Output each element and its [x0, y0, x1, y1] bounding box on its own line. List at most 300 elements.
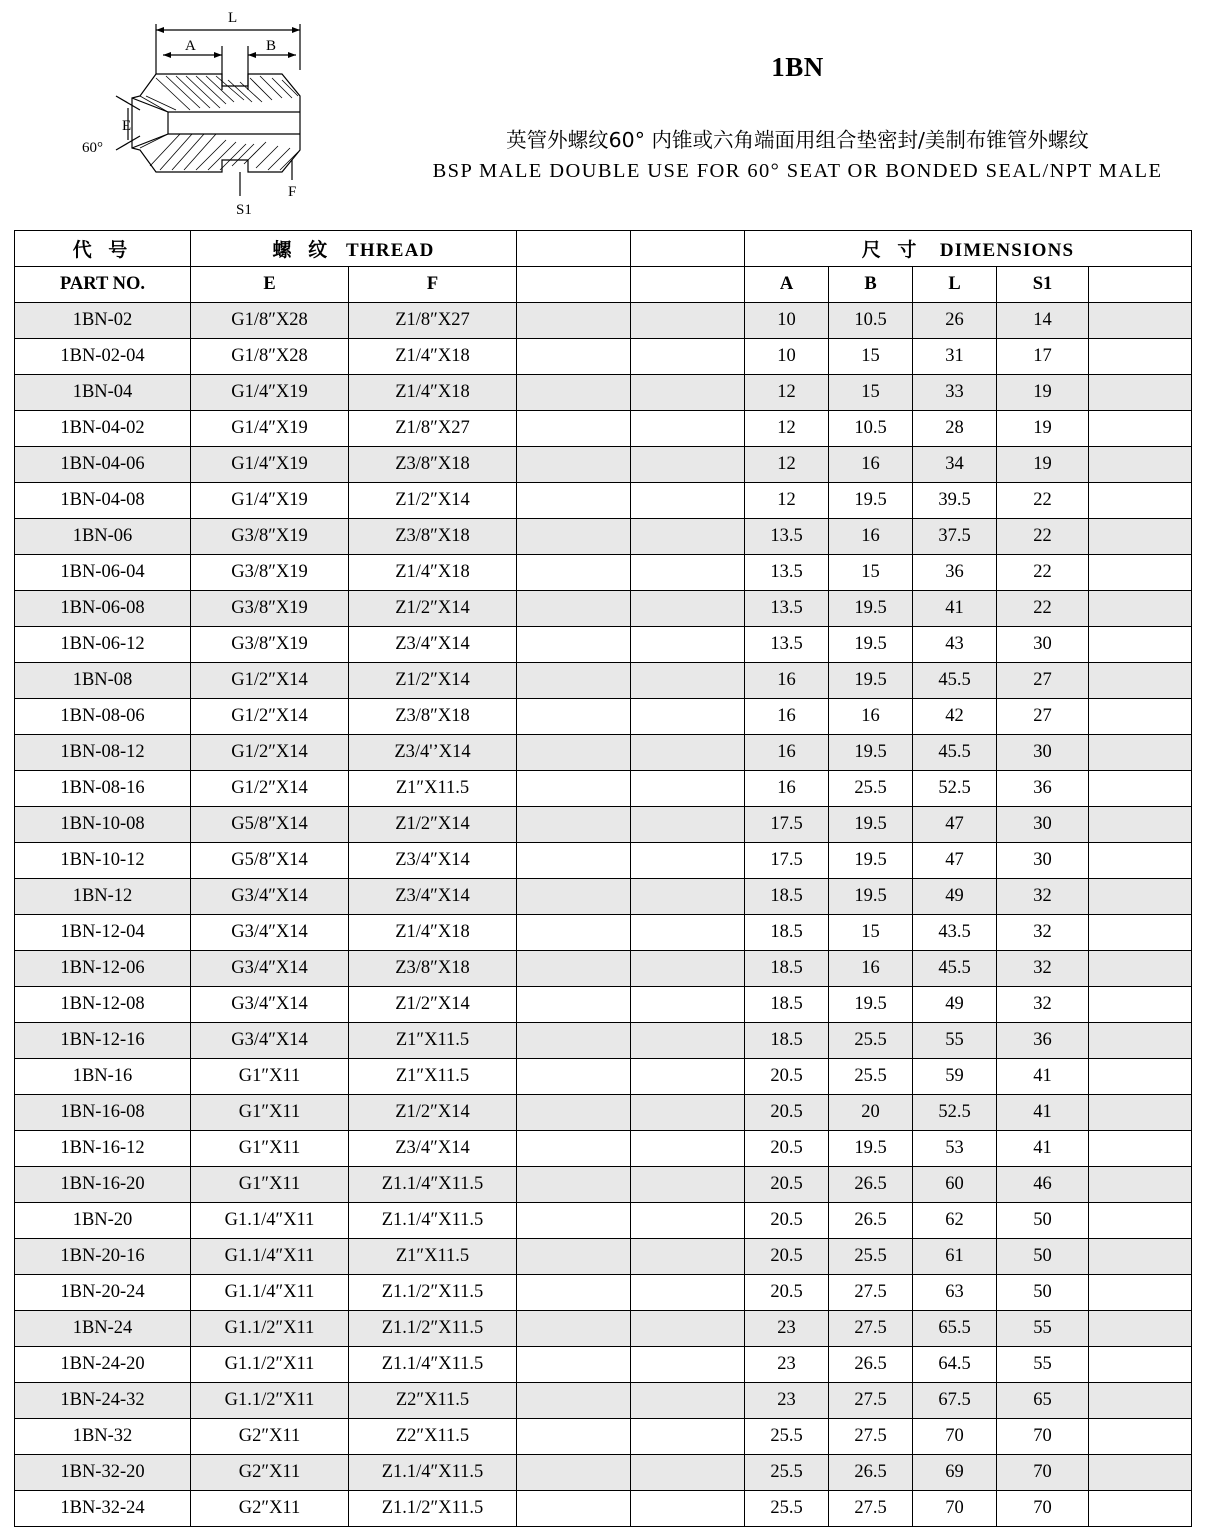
cell-b: 19.5 — [829, 1131, 913, 1167]
cell-a: 12 — [745, 447, 829, 483]
cell-spare-1 — [517, 303, 631, 339]
cell-spare-1 — [517, 951, 631, 987]
cell-spare-1 — [517, 411, 631, 447]
cell-spare-3 — [1089, 879, 1192, 915]
cell-a: 18.5 — [745, 951, 829, 987]
cell-b: 26.5 — [829, 1203, 913, 1239]
cell-spare-2 — [631, 339, 745, 375]
cell-s1: 32 — [997, 879, 1089, 915]
cell-spare-3 — [1089, 1023, 1192, 1059]
table-row — [15, 1311, 1192, 1347]
subheader-s1: S1 — [997, 267, 1089, 303]
cell-f: Z1″X11.5 — [349, 771, 517, 807]
cell-s1: 32 — [997, 951, 1089, 987]
cell-a: 12 — [745, 483, 829, 519]
cell-part: 1BN-08-16 — [15, 771, 191, 807]
table-row — [15, 1131, 1192, 1167]
cell-a: 25.5 — [745, 1419, 829, 1455]
cell-l: 67.5 — [913, 1383, 997, 1419]
cell-e: G1/8″X28 — [191, 339, 349, 375]
cell-e: G3/8″X19 — [191, 555, 349, 591]
cell-b: 26.5 — [829, 1455, 913, 1491]
cell-l: 33 — [913, 375, 997, 411]
cell-f: Z3/8″X18 — [349, 699, 517, 735]
cell-f: Z3/8″X18 — [349, 447, 517, 483]
cell-a: 13.5 — [745, 591, 829, 627]
cell-f: Z1/2″X14 — [349, 483, 517, 519]
cell-spare-1 — [517, 627, 631, 663]
cell-spare-1 — [517, 807, 631, 843]
cell-a: 16 — [745, 735, 829, 771]
header-thread: 螺 纹 THREAD — [191, 231, 517, 267]
subheader-spare-1 — [517, 267, 631, 303]
cell-part: 1BN-10-08 — [15, 807, 191, 843]
subheader-spare-3 — [1089, 267, 1192, 303]
cell-a: 20.5 — [745, 1239, 829, 1275]
cell-spare-2 — [631, 375, 745, 411]
cell-b: 20 — [829, 1095, 913, 1131]
cell-f: Z1″X11.5 — [349, 1059, 517, 1095]
cell-l: 47 — [913, 807, 997, 843]
cell-spare-3 — [1089, 843, 1192, 879]
cell-f: Z3/4″X14 — [349, 879, 517, 915]
cell-part: 1BN-16-20 — [15, 1167, 191, 1203]
cell-a: 16 — [745, 663, 829, 699]
cell-spare-1 — [517, 555, 631, 591]
cell-s1: 46 — [997, 1167, 1089, 1203]
cell-a: 20.5 — [745, 1131, 829, 1167]
cell-f: Z1/4″X18 — [349, 555, 517, 591]
cell-f: Z3/4″X14 — [349, 843, 517, 879]
table-row — [15, 987, 1192, 1023]
cell-spare-1 — [517, 1023, 631, 1059]
cell-e: G1/2″X14 — [191, 699, 349, 735]
table-row — [15, 1383, 1192, 1419]
cell-a: 12 — [745, 375, 829, 411]
table-row — [15, 483, 1192, 519]
label-F: F — [288, 184, 297, 200]
cell-part: 1BN-24-32 — [15, 1383, 191, 1419]
cell-f: Z1/8″X27 — [349, 303, 517, 339]
cell-spare-1 — [517, 1239, 631, 1275]
table-row — [15, 1347, 1192, 1383]
table-body — [15, 303, 1192, 1527]
table-row — [15, 375, 1192, 411]
cell-e: G3/8″X19 — [191, 519, 349, 555]
cell-l: 49 — [913, 987, 997, 1023]
cell-s1: 22 — [997, 591, 1089, 627]
cell-spare-2 — [631, 699, 745, 735]
cell-e: G3/8″X19 — [191, 627, 349, 663]
cell-spare-3 — [1089, 1383, 1192, 1419]
cell-spare-3 — [1089, 411, 1192, 447]
cell-part: 1BN-08-06 — [15, 699, 191, 735]
cell-l: 62 — [913, 1203, 997, 1239]
cell-l: 26 — [913, 303, 997, 339]
cell-spare-2 — [631, 1059, 745, 1095]
cell-part: 1BN-20-16 — [15, 1239, 191, 1275]
cell-s1: 19 — [997, 447, 1089, 483]
cell-spare-2 — [631, 591, 745, 627]
cell-b: 19.5 — [829, 807, 913, 843]
cell-l: 41 — [913, 591, 997, 627]
cell-b: 19.5 — [829, 987, 913, 1023]
cell-spare-3 — [1089, 807, 1192, 843]
cell-b: 15 — [829, 375, 913, 411]
cell-spare-1 — [517, 1059, 631, 1095]
cell-part: 1BN-20-24 — [15, 1275, 191, 1311]
cell-b: 27.5 — [829, 1419, 913, 1455]
table-row — [15, 1455, 1192, 1491]
cell-f: Z1/4″X18 — [349, 339, 517, 375]
cell-spare-3 — [1089, 1455, 1192, 1491]
cell-e: G1/4″X19 — [191, 411, 349, 447]
cell-spare-3 — [1089, 1311, 1192, 1347]
cell-spare-1 — [517, 591, 631, 627]
cell-e: G5/8″X14 — [191, 807, 349, 843]
cell-e: G5/8″X14 — [191, 843, 349, 879]
cell-e: G1.1/2″X11 — [191, 1383, 349, 1419]
cell-spare-2 — [631, 1203, 745, 1239]
subtitle-chinese: 英管外螺纹60° 内锥或六角端面用组合垫密封/美制布锥管外螺纹 — [506, 128, 1089, 152]
cell-f: Z1/4″X18 — [349, 915, 517, 951]
table-row — [15, 627, 1192, 663]
cell-spare-2 — [631, 951, 745, 987]
cell-s1: 70 — [997, 1419, 1089, 1455]
cell-spare-3 — [1089, 1167, 1192, 1203]
cell-s1: 30 — [997, 843, 1089, 879]
cell-spare-3 — [1089, 555, 1192, 591]
cell-a: 20.5 — [745, 1275, 829, 1311]
cell-l: 55 — [913, 1023, 997, 1059]
cell-b: 19.5 — [829, 483, 913, 519]
cell-part: 1BN-08-12 — [15, 735, 191, 771]
cell-e: G3/4″X14 — [191, 915, 349, 951]
cell-a: 18.5 — [745, 879, 829, 915]
cell-s1: 30 — [997, 807, 1089, 843]
cell-l: 53 — [913, 1131, 997, 1167]
cell-e: G1″X11 — [191, 1131, 349, 1167]
cell-spare-2 — [631, 663, 745, 699]
cell-spare-3 — [1089, 1491, 1192, 1527]
cell-l: 61 — [913, 1239, 997, 1275]
cell-spare-2 — [631, 519, 745, 555]
cell-part: 1BN-04-08 — [15, 483, 191, 519]
cell-spare-1 — [517, 987, 631, 1023]
cell-a: 25.5 — [745, 1455, 829, 1491]
cell-spare-2 — [631, 1347, 745, 1383]
page-title: 1BN — [771, 52, 824, 82]
cell-l: 43 — [913, 627, 997, 663]
table-row — [15, 951, 1192, 987]
cell-b: 19.5 — [829, 879, 913, 915]
cell-e: G3/4″X14 — [191, 951, 349, 987]
title-block — [390, 0, 1205, 183]
cell-spare-3 — [1089, 519, 1192, 555]
cell-spare-2 — [631, 1419, 745, 1455]
cell-b: 15 — [829, 915, 913, 951]
cell-spare-2 — [631, 843, 745, 879]
cell-f: Z1/2″X14 — [349, 663, 517, 699]
cell-spare-2 — [631, 303, 745, 339]
cell-l: 52.5 — [913, 1095, 997, 1131]
cell-spare-2 — [631, 1383, 745, 1419]
cell-part: 1BN-06-08 — [15, 591, 191, 627]
cell-spare-1 — [517, 663, 631, 699]
cell-e: G1″X11 — [191, 1095, 349, 1131]
cell-part: 1BN-02 — [15, 303, 191, 339]
cell-f: Z1″X11.5 — [349, 1239, 517, 1275]
cell-s1: 22 — [997, 519, 1089, 555]
cell-spare-1 — [517, 1455, 631, 1491]
cell-s1: 41 — [997, 1059, 1089, 1095]
cell-a: 20.5 — [745, 1167, 829, 1203]
cell-part: 1BN-04-06 — [15, 447, 191, 483]
cell-s1: 55 — [997, 1311, 1089, 1347]
subheader-e: E — [191, 267, 349, 303]
label-L: L — [228, 10, 238, 26]
cell-e: G1/2″X14 — [191, 663, 349, 699]
cell-spare-2 — [631, 627, 745, 663]
cell-spare-3 — [1089, 1419, 1192, 1455]
cell-b: 26.5 — [829, 1167, 913, 1203]
cell-part: 1BN-32-20 — [15, 1455, 191, 1491]
cell-spare-1 — [517, 483, 631, 519]
cell-f: Z3/8″X18 — [349, 951, 517, 987]
cell-part: 1BN-16-08 — [15, 1095, 191, 1131]
cell-f: Z1/2″X14 — [349, 1095, 517, 1131]
cell-a: 17.5 — [745, 807, 829, 843]
cell-spare-3 — [1089, 1059, 1192, 1095]
label-A: A — [185, 38, 196, 54]
cell-spare-1 — [517, 843, 631, 879]
cell-s1: 50 — [997, 1203, 1089, 1239]
subheader-b: B — [829, 267, 913, 303]
cell-e: G1/4″X19 — [191, 483, 349, 519]
cell-part: 1BN-32-24 — [15, 1491, 191, 1527]
cell-f: Z1.1/4″X11.5 — [349, 1167, 517, 1203]
cell-b: 10.5 — [829, 411, 913, 447]
cell-f: Z1/2″X14 — [349, 807, 517, 843]
cell-e: G2″X11 — [191, 1491, 349, 1527]
cell-spare-1 — [517, 1347, 631, 1383]
cell-l: 65.5 — [913, 1311, 997, 1347]
cell-spare-2 — [631, 1275, 745, 1311]
cell-spare-3 — [1089, 1095, 1192, 1131]
cell-a: 16 — [745, 699, 829, 735]
table-row — [15, 879, 1192, 915]
cell-b: 19.5 — [829, 843, 913, 879]
table-row — [15, 1239, 1192, 1275]
table-row — [15, 843, 1192, 879]
subheader-a: A — [745, 267, 829, 303]
cell-f: Z3/4″X14 — [349, 1131, 517, 1167]
cell-spare-2 — [631, 1095, 745, 1131]
cell-s1: 36 — [997, 771, 1089, 807]
cell-spare-1 — [517, 375, 631, 411]
cell-spare-1 — [517, 339, 631, 375]
cell-f: Z1.1/2″X11.5 — [349, 1311, 517, 1347]
cell-a: 20.5 — [745, 1059, 829, 1095]
cell-a: 25.5 — [745, 1491, 829, 1527]
cell-spare-1 — [517, 519, 631, 555]
cell-spare-1 — [517, 1167, 631, 1203]
subtitle-english: BSP MALE DOUBLE USE FOR 60° SEAT OR BONDED SEAL/NPT MALE — [432, 160, 1163, 182]
cell-spare-3 — [1089, 483, 1192, 519]
cell-part: 1BN-24-20 — [15, 1347, 191, 1383]
table-row — [15, 915, 1192, 951]
cell-part: 1BN-12-16 — [15, 1023, 191, 1059]
cell-spare-1 — [517, 879, 631, 915]
label-B: B — [266, 38, 277, 54]
table-row — [15, 1059, 1192, 1095]
cell-e: G1/2″X14 — [191, 771, 349, 807]
cell-spare-2 — [631, 771, 745, 807]
cell-spare-2 — [631, 915, 745, 951]
cell-a: 13.5 — [745, 519, 829, 555]
cell-e: G1/2″X14 — [191, 735, 349, 771]
cell-e: G1″X11 — [191, 1167, 349, 1203]
cell-b: 25.5 — [829, 1059, 913, 1095]
cell-f: Z3/4″X14 — [349, 627, 517, 663]
cell-f: Z1/8″X27 — [349, 411, 517, 447]
cell-l: 47 — [913, 843, 997, 879]
cell-spare-2 — [631, 1491, 745, 1527]
cell-spare-2 — [631, 555, 745, 591]
table-row — [15, 1095, 1192, 1131]
table-row — [15, 771, 1192, 807]
table-row — [15, 447, 1192, 483]
cell-part: 1BN-12-04 — [15, 915, 191, 951]
cell-spare-3 — [1089, 447, 1192, 483]
cell-spare-2 — [631, 1455, 745, 1491]
cell-s1: 32 — [997, 915, 1089, 951]
cell-a: 10 — [745, 339, 829, 375]
cell-e: G1/4″X19 — [191, 375, 349, 411]
cell-f: Z2″X11.5 — [349, 1419, 517, 1455]
cell-b: 16 — [829, 519, 913, 555]
cell-l: 45.5 — [913, 663, 997, 699]
cell-b: 15 — [829, 555, 913, 591]
cell-part: 1BN-16-12 — [15, 1131, 191, 1167]
cell-spare-1 — [517, 1383, 631, 1419]
cell-l: 37.5 — [913, 519, 997, 555]
table-row — [15, 1419, 1192, 1455]
cell-b: 27.5 — [829, 1275, 913, 1311]
cell-a: 20.5 — [745, 1095, 829, 1131]
cell-e: G1/4″X19 — [191, 447, 349, 483]
cell-spare-2 — [631, 1131, 745, 1167]
cell-spare-3 — [1089, 987, 1192, 1023]
cell-s1: 22 — [997, 555, 1089, 591]
header-part-no: 代 号 — [15, 231, 191, 267]
cell-l: 45.5 — [913, 735, 997, 771]
cell-b: 26.5 — [829, 1347, 913, 1383]
header-dimensions: 尺 寸 DIMENSIONS — [745, 231, 1192, 267]
cell-e: G3/4″X14 — [191, 879, 349, 915]
cell-e: G2″X11 — [191, 1455, 349, 1491]
cell-s1: 30 — [997, 627, 1089, 663]
cell-s1: 22 — [997, 483, 1089, 519]
table-row — [15, 591, 1192, 627]
cell-spare-3 — [1089, 951, 1192, 987]
cell-s1: 36 — [997, 1023, 1089, 1059]
technical-drawing-svg — [0, 0, 390, 225]
cell-part: 1BN-16 — [15, 1059, 191, 1095]
cell-s1: 50 — [997, 1239, 1089, 1275]
cell-spare-1 — [517, 1275, 631, 1311]
cell-s1: 27 — [997, 699, 1089, 735]
cell-b: 27.5 — [829, 1491, 913, 1527]
fitting-cross-section-drawing — [0, 0, 390, 225]
cell-a: 23 — [745, 1311, 829, 1347]
cell-l: 70 — [913, 1419, 997, 1455]
cell-spare-3 — [1089, 1131, 1192, 1167]
cell-e: G3/4″X14 — [191, 987, 349, 1023]
cell-f: Z2″X11.5 — [349, 1383, 517, 1419]
cell-spare-3 — [1089, 663, 1192, 699]
cell-l: 70 — [913, 1491, 997, 1527]
specification-table — [14, 230, 1192, 1527]
cell-e: G1.1/2″X11 — [191, 1347, 349, 1383]
cell-spare-2 — [631, 735, 745, 771]
table-row — [15, 1203, 1192, 1239]
cell-spare-2 — [631, 1023, 745, 1059]
cell-e: G1″X11 — [191, 1059, 349, 1095]
cell-b: 15 — [829, 339, 913, 375]
cell-e: G3/8″X19 — [191, 591, 349, 627]
cell-l: 52.5 — [913, 771, 997, 807]
cell-a: 18.5 — [745, 915, 829, 951]
table-row — [15, 807, 1192, 843]
cell-part: 1BN-24 — [15, 1311, 191, 1347]
cell-a: 16 — [745, 771, 829, 807]
cell-s1: 32 — [997, 987, 1089, 1023]
cell-b: 16 — [829, 699, 913, 735]
cell-spare-2 — [631, 411, 745, 447]
cell-spare-3 — [1089, 699, 1192, 735]
cell-e: G3/4″X14 — [191, 1023, 349, 1059]
cell-a: 23 — [745, 1347, 829, 1383]
cell-spare-1 — [517, 735, 631, 771]
cell-spare-3 — [1089, 1347, 1192, 1383]
subheader-spare-2 — [631, 267, 745, 303]
cell-l: 34 — [913, 447, 997, 483]
cell-spare-3 — [1089, 915, 1192, 951]
cell-part: 1BN-20 — [15, 1203, 191, 1239]
header-spare-2 — [631, 231, 745, 267]
cell-spare-2 — [631, 807, 745, 843]
cell-spare-1 — [517, 699, 631, 735]
cell-s1: 41 — [997, 1131, 1089, 1167]
cell-f: Z1/4″X18 — [349, 375, 517, 411]
cell-b: 16 — [829, 447, 913, 483]
cell-l: 60 — [913, 1167, 997, 1203]
cell-l: 42 — [913, 699, 997, 735]
cell-part: 1BN-12-08 — [15, 987, 191, 1023]
cell-s1: 19 — [997, 411, 1089, 447]
table-row — [15, 1167, 1192, 1203]
cell-s1: 50 — [997, 1275, 1089, 1311]
cell-l: 49 — [913, 879, 997, 915]
cell-spare-1 — [517, 1491, 631, 1527]
cell-spare-2 — [631, 447, 745, 483]
cell-part: 1BN-06-12 — [15, 627, 191, 663]
table-row — [15, 699, 1192, 735]
table-row — [15, 1491, 1192, 1527]
cell-b: 25.5 — [829, 1023, 913, 1059]
cell-spare-3 — [1089, 339, 1192, 375]
